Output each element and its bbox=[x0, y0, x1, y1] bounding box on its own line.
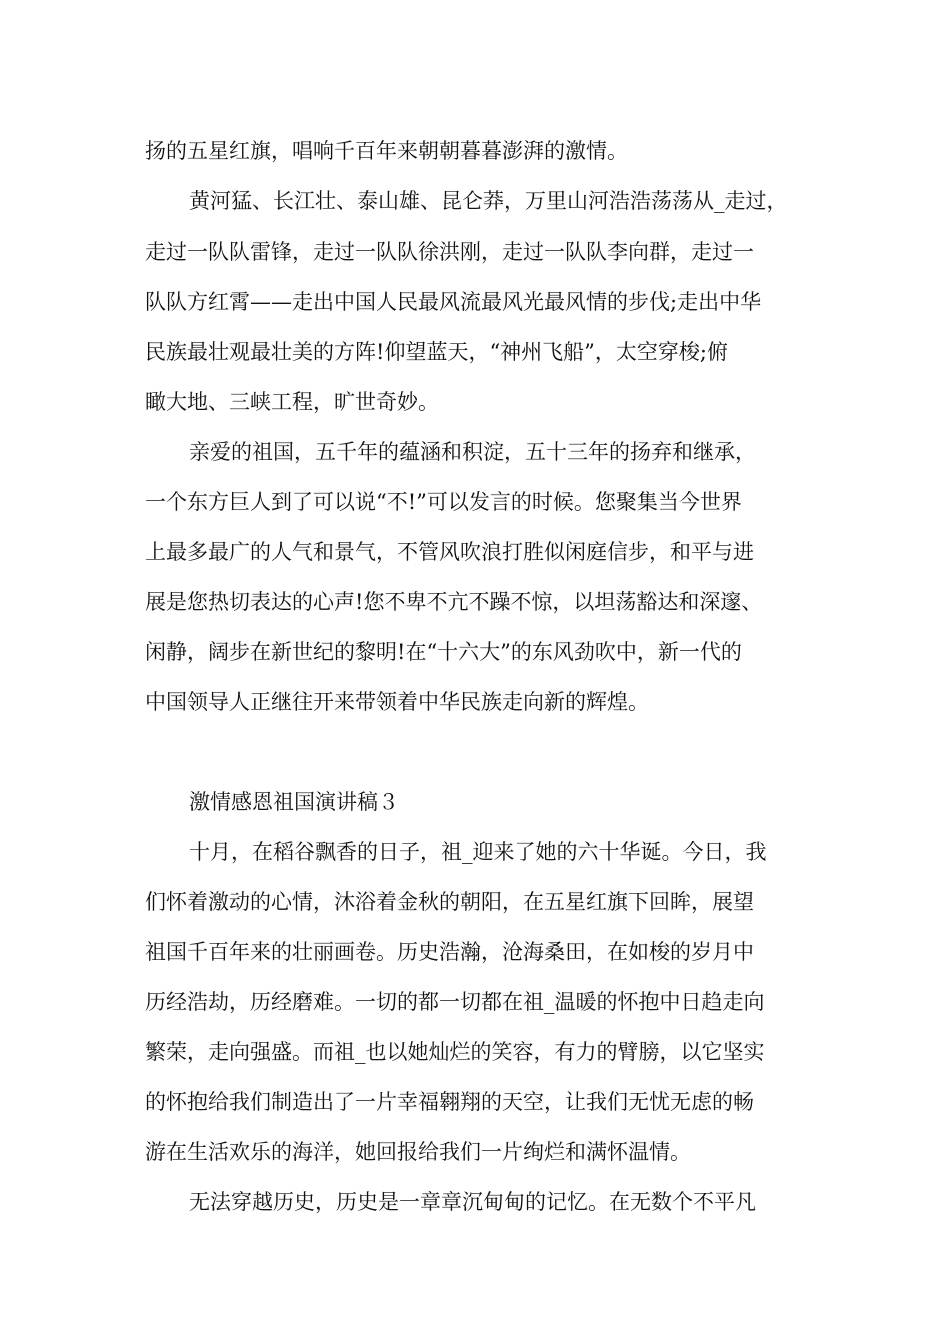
text-line: 队队方红霄——走出中国人民最风流最风光最风情的步伐;走出中华 bbox=[145, 290, 762, 314]
text-line: 中国领导人正继往开来带领着中华民族走向新的辉煌。 bbox=[145, 690, 649, 714]
text-line: 走过一队队雷锋，走过一队队徐洪刚，走过一队队李向群，走过一 bbox=[145, 240, 754, 264]
text-line: 展是您热切表达的心声!您不卑不亢不躁不惊，以坦荡豁达和深邃、 bbox=[145, 590, 763, 614]
paragraph-start: 无法穿越历史，历史是一章章沉甸甸的记忆。在无数个不平凡 bbox=[189, 1190, 756, 1214]
text-line: 繁荣，走向强盛。而祖_也以她灿烂的笑容，有力的臂膀，以它坚实 bbox=[145, 1040, 765, 1064]
paragraph-start: 黄河猛、长江壮、泰山雄、昆仑莽，万里山河浩浩荡荡从_走过， bbox=[189, 189, 788, 213]
text-line: 祖国千百年来的壮丽画卷。历史浩瀚，沧海桑田，在如梭的岁月中 bbox=[145, 940, 754, 964]
text-line: 民族最壮观最壮美的方阵!仰望蓝天，“神州飞船”，太空穿梭;俯 bbox=[145, 340, 728, 364]
text-line: 上最多最广的人气和景气，不管风吹浪打胜似闲庭信步，和平与进 bbox=[145, 540, 754, 564]
text-line: 历经浩劫，历经磨难。一切的都一切都在祖_温暖的怀抱中日趋走向 bbox=[145, 990, 765, 1014]
text-line: 扬的五星红旗，唱响千百年来朝朝暮暮澎湃的激情。 bbox=[145, 139, 628, 163]
text-line: 闲静，阔步在新世纪的黎明!在“十六大”的东风劲吹中，新一代的 bbox=[145, 640, 742, 664]
text-line: 一个东方巨人到了可以说“不!”可以发言的时候。您聚集当今世界 bbox=[145, 490, 742, 514]
text-line: 的怀抱给我们制造出了一片幸福翱翔的天空，让我们无忧无虑的畅 bbox=[145, 1090, 754, 1114]
paragraph-start: 亲爱的祖国，五千年的蕴涵和积淀，五十三年的扬弃和继承， bbox=[189, 440, 756, 464]
text-line: 们怀着激动的心情，沐浴着金秋的朝阳，在五星红旗下回眸，展望 bbox=[145, 890, 754, 914]
text-line: 游在生活欢乐的海洋，她回报给我们一片绚烂和满怀温情。 bbox=[145, 1140, 691, 1164]
text-line: 瞰大地、三峡工程，旷世奇妙。 bbox=[145, 390, 439, 414]
paragraph-start: 十月，在稻谷飘香的日子，祖_迎来了她的六十华诞。今日，我 bbox=[189, 840, 767, 864]
section-heading: 激情感恩祖国演讲稿３ bbox=[189, 790, 399, 814]
